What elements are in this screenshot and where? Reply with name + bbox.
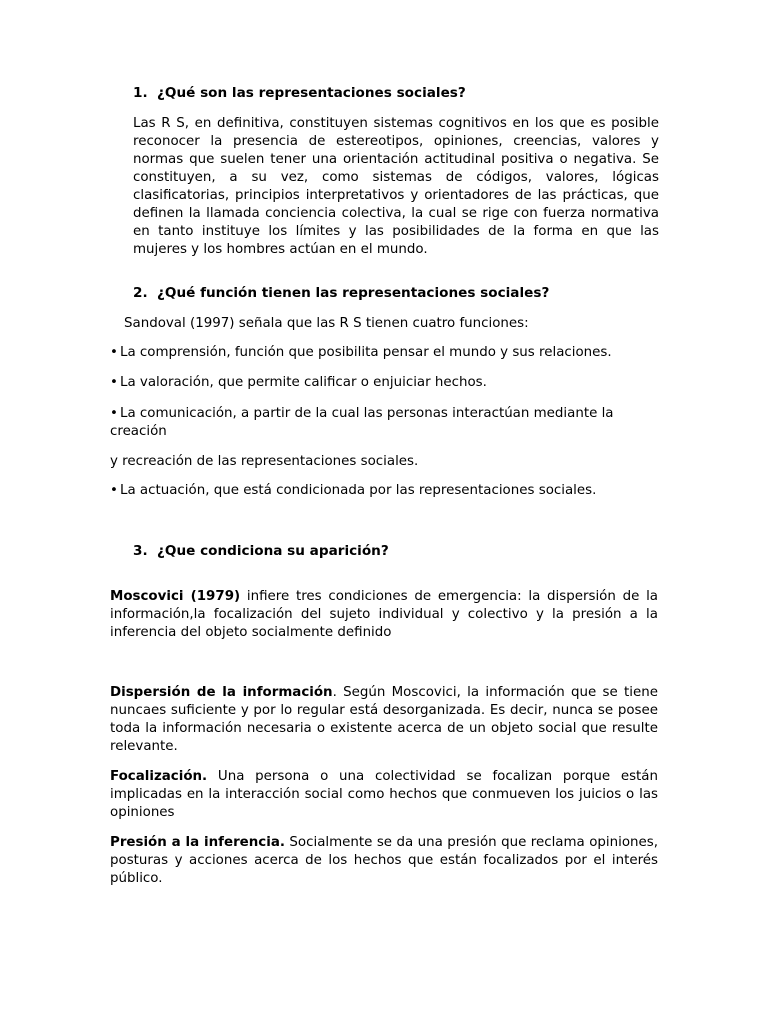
function-item-text: La actuación, que está condicionada por las representaciones sociales. (120, 483, 597, 498)
q1-heading (133, 85, 466, 101)
moscovici-lead: Moscovici (1979) (110, 589, 241, 604)
bullet-icon: • (110, 345, 118, 360)
q2-number: 2. (133, 285, 148, 301)
q2-intro: Sandoval (1997) señala que las R S tienen cuatro funciones: (124, 316, 529, 331)
q1-number: 1. (133, 85, 148, 101)
q3-heading (133, 543, 389, 559)
q2-heading (133, 285, 549, 301)
presion-lead: Presión a la inferencia. (110, 835, 285, 850)
q1-body: Las R S, en definitiva, constituyen sistemas cognitivos en los que es posible reconocer la presencia de estereotipos, opiniones, creencias, valores y normas que suelen tener una orientación actitudinal positiva o negativa. Se constituyen, a su vez, como sistemas de códigos, valores, lógicas clasificatorias, principios interpretativos y orientadores de las prácticas, que definen la llamada conciencia colectiva, la cual se rige con fuerza normativa en tanto instituye los límites y las posibilidades de la forma en que las mujeres y los hombres actúan en el mundo. (133, 116, 659, 257)
function-item-text: La comprensión, función que posibilita pensar el mundo y sus relaciones. (120, 345, 612, 360)
focalizacion-lead: Focalización. (110, 769, 208, 784)
focalizacion-text: Una persona o una colectividad se focalizan porque están implicadas en la interacción social como hechos que conmueven los juicios o las opiniones (110, 769, 658, 820)
function-item (110, 405, 650, 441)
moscovici-text: infiere tres condiciones de emergencia: la dispersión de la información,la focalización del sujeto individual y colectivo y la presión a la inferencia del objeto socialmente definido (110, 589, 658, 640)
dispersion-lead: Dispersión de la información (110, 685, 333, 700)
dispersion-text: . Según Moscovici, la información que se tiene nuncaes suficiente y por lo regular está desorganizada. Es decir, nunca se posee toda la información necesaria o existente acerca de un objeto social que resulte relevante. (110, 685, 658, 754)
q3-title: ¿Que condiciona su aparición? (157, 543, 389, 559)
bullet-icon: • (110, 375, 118, 390)
dispersion-paragraph (110, 684, 658, 756)
q3-number: 3. (133, 543, 148, 559)
bullet-icon: • (110, 406, 118, 421)
presion-paragraph (110, 834, 658, 888)
function-item-continuation: y recreación de las representaciones sociales. (110, 454, 419, 469)
function-item (110, 375, 487, 390)
q1-title: ¿Qué son las representaciones sociales? (157, 85, 466, 101)
function-item (110, 483, 596, 498)
moscovici-paragraph (110, 588, 658, 642)
focalizacion-paragraph (110, 768, 658, 822)
bullet-icon: • (110, 483, 118, 498)
presion-text: Socialmente se da una presión que reclama opiniones, posturas y acciones acerca de los hechos que están focalizados por el interés público. (110, 835, 658, 886)
function-item (110, 345, 612, 360)
function-item-text: La comunicación, a partir de la cual las personas interactúan mediante la creación (110, 406, 614, 439)
function-item-text: La valoración, que permite calificar o enjuiciar hechos. (120, 375, 487, 390)
q2-title: ¿Qué función tienen las representaciones sociales? (157, 285, 550, 301)
